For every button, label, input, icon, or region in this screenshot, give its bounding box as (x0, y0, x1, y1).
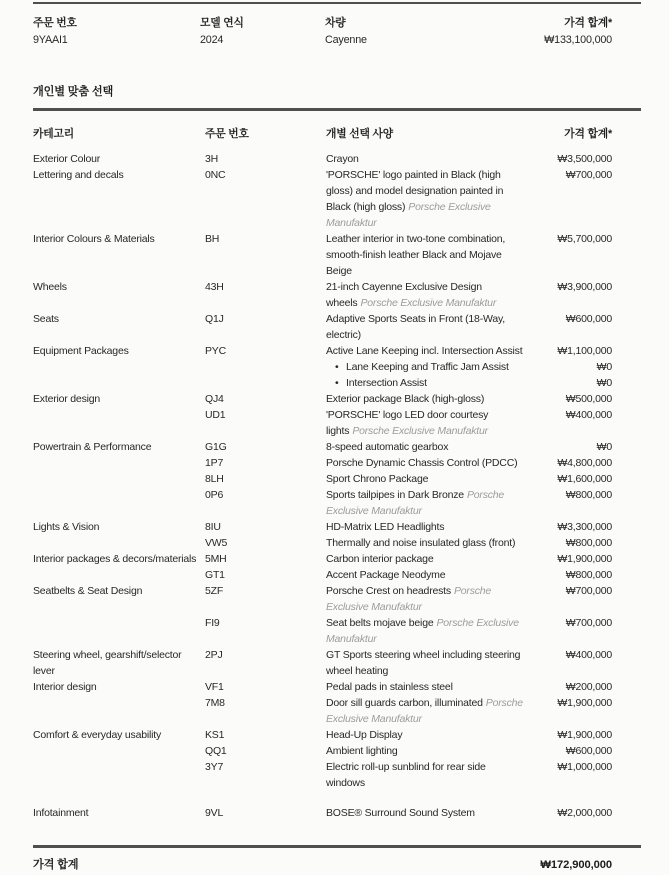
code-cell: UD1 (205, 409, 226, 421)
exclusive-manufaktur-label: Porsche Exclusive Manufaktur (326, 489, 505, 517)
code-cell: 8IU (205, 521, 221, 533)
price-cell: ₩3,300,000 (557, 521, 612, 533)
description-text: Electric roll-up sunblind for rear side windows (326, 761, 486, 789)
code-cell: 0NC (205, 169, 226, 181)
description-cell (326, 743, 533, 759)
code-cell: FI9 (205, 617, 220, 629)
exclusive-manufaktur-label: Porsche Exclusive Manufaktur (352, 425, 488, 437)
description-cell (326, 727, 533, 743)
category-cell (33, 759, 205, 791)
option-row (33, 407, 641, 439)
code-cell: KS1 (205, 729, 225, 741)
category-cell: Steering wheel, gearshift/selector lever (33, 649, 182, 677)
model-year-value: 2024 (200, 34, 224, 46)
price-cell: ₩700,000 (565, 617, 612, 629)
description-cell (326, 615, 533, 647)
vehicle-value: Cayenne (325, 34, 367, 46)
description-cell (326, 439, 533, 455)
category-cell (33, 535, 205, 551)
code-column-header: 주문 번호 (205, 128, 249, 140)
category-cell: Seats (33, 313, 59, 325)
price-total-row (33, 857, 641, 874)
description-text: 'PORSCHE' logo painted in Black (high gloss) and model designation painted in Black (high gloss) (326, 169, 504, 213)
code-cell: BH (205, 233, 220, 245)
price-cell: ₩1,900,000 (557, 697, 612, 709)
option-row (33, 391, 641, 407)
code-cell: 43H (205, 281, 224, 293)
order-summary (33, 15, 641, 49)
code-cell: 3H (205, 153, 219, 165)
description-text: Ambient lighting (326, 745, 398, 757)
code-cell: 9VL (205, 807, 224, 819)
category-cell: Wheels (33, 281, 67, 293)
price-total-value: ₩172,900,000 (540, 859, 612, 871)
description-cell (326, 567, 533, 583)
code-cell (205, 375, 326, 391)
option-row (33, 743, 641, 759)
option-row (33, 567, 641, 583)
description-cell (326, 167, 533, 231)
price-cell: ₩400,000 (565, 649, 612, 661)
option-subitem-row (33, 375, 641, 391)
code-cell: 5ZF (205, 585, 224, 597)
category-cell: Lettering and decals (33, 169, 124, 181)
option-row (33, 805, 641, 821)
category-cell: Comfort & everyday usability (33, 729, 162, 741)
description-text: Sport Chrono Package (326, 473, 429, 485)
description-cell (326, 279, 533, 311)
code-cell (205, 359, 326, 375)
option-row (33, 727, 641, 743)
description-cell (326, 647, 533, 679)
price-column-header: 가격 합계* (564, 128, 612, 140)
category-cell: Interior packages & decors/materials (33, 553, 197, 565)
price-total-label: 가격 합계 (33, 859, 79, 871)
description-text: Active Lane Keeping incl. Intersection Assist (326, 345, 523, 357)
description-text: GT Sports steering wheel including steering wheel heating (326, 649, 521, 677)
description-cell (326, 535, 533, 551)
category-cell (33, 359, 205, 375)
option-row (33, 759, 641, 791)
vehicle-label: 차량 (325, 17, 346, 29)
category-cell: Interior design (33, 681, 97, 693)
description-text: Seat belts mojave beige (326, 617, 434, 629)
category-cell (33, 487, 205, 519)
code-cell: 0P6 (205, 489, 224, 501)
category-cell (33, 615, 205, 647)
section-divider (33, 108, 641, 111)
description-text: Leather interior in two-tone combination, smooth-finish leather Black and Mojave Beige (326, 233, 506, 277)
description-text: Lane Keeping and Traffic Jam Assist (346, 361, 509, 373)
description-text: Porsche Dynamic Chassis Control (PDCC) (326, 457, 518, 469)
exclusive-manufaktur-label: Porsche Exclusive Manufaktur (326, 201, 491, 229)
category-cell (33, 695, 205, 727)
price-cell: ₩4,800,000 (557, 457, 612, 469)
model-year-label: 모델 연식 (200, 17, 244, 29)
description-text: Pedal pads in stainless steel (326, 681, 453, 693)
options-table-header (33, 126, 641, 142)
description-text: Carbon interior package (326, 553, 434, 565)
description-cell (326, 311, 533, 343)
code-cell: 3Y7 (205, 761, 224, 773)
price-cell: ₩5,700,000 (557, 233, 612, 245)
option-row (33, 455, 641, 471)
category-cell: Interior Colours & Materials (33, 233, 155, 245)
price-cell: ₩3,500,000 (557, 153, 612, 165)
code-cell: G1G (205, 441, 227, 453)
exclusive-manufaktur-label: Porsche Exclusive Manufaktur (326, 585, 492, 613)
price-cell: ₩0 (596, 377, 612, 389)
description-text: Sports tailpipes in Dark Bronze (326, 489, 464, 501)
category-cell (33, 375, 205, 391)
category-cell (33, 567, 205, 583)
option-row (33, 679, 641, 695)
price-cell: ₩400,000 (565, 409, 612, 421)
code-cell: VW5 (205, 537, 228, 549)
code-cell: 1P7 (205, 457, 224, 469)
exclusive-manufaktur-label: Porsche Exclusive Manufaktur (326, 697, 523, 725)
description-cell (326, 151, 533, 167)
code-cell: VF1 (205, 681, 224, 693)
description-text: Adaptive Sports Seats in Front (18-Way, electric) (326, 313, 505, 341)
price-cell: ₩500,000 (565, 393, 612, 405)
description-cell (326, 391, 533, 407)
price-cell: ₩1,600,000 (557, 473, 612, 485)
option-subitem-row (33, 359, 641, 375)
description-text: 8-speed automatic gearbox (326, 441, 449, 453)
option-row (33, 231, 641, 279)
price-cell: ₩600,000 (565, 313, 612, 325)
description-text: Intersection Assist (346, 377, 427, 389)
description-cell (326, 805, 533, 821)
option-row (33, 439, 641, 455)
category-cell: Powertrain & Performance (33, 441, 152, 453)
option-row (33, 343, 641, 359)
order-summary-values (33, 32, 641, 49)
description-cell (326, 359, 533, 375)
code-cell: 8LH (205, 473, 224, 485)
exclusive-manufaktur-label: Porsche Exclusive Manufaktur (326, 617, 519, 645)
order-summary-labels (33, 15, 641, 32)
price-cell: ₩0 (596, 361, 612, 373)
description-text: Crayon (326, 153, 359, 165)
description-text: Head-Up Display (326, 729, 403, 741)
category-cell: Exterior design (33, 393, 101, 405)
option-row (33, 535, 641, 551)
description-text: 21-inch Cayenne Exclusive Design wheels (326, 281, 482, 309)
option-row (33, 311, 641, 343)
description-cell (326, 583, 533, 615)
description-cell (326, 471, 533, 487)
description-text: Thermally and noise insulated glass (front) (326, 537, 516, 549)
description-cell (326, 519, 533, 535)
code-cell: Q1J (205, 313, 224, 325)
price-cell: ₩200,000 (565, 681, 612, 693)
description-text: BOSE® Surround Sound System (326, 807, 475, 819)
section-title: 개인별 맞춤 선택 (33, 86, 114, 98)
option-row (33, 167, 641, 231)
description-cell (326, 407, 533, 439)
price-cell: ₩800,000 (565, 537, 612, 549)
option-row (33, 615, 641, 647)
description-text: HD-Matrix LED Headlights (326, 521, 445, 533)
option-row (33, 647, 641, 679)
option-row (33, 551, 641, 567)
description-cell (326, 375, 533, 391)
code-cell: QJ4 (205, 393, 224, 405)
price-cell: ₩2,000,000 (557, 807, 612, 819)
option-row (33, 583, 641, 615)
price-cell: ₩1,900,000 (557, 553, 612, 565)
description-cell (326, 487, 533, 519)
price-cell: ₩1,000,000 (557, 761, 612, 773)
code-cell: QQ1 (205, 745, 227, 757)
order-number-label: 주문 번호 (33, 17, 77, 29)
price-cell: ₩1,900,000 (557, 729, 612, 741)
top-divider (33, 2, 641, 4)
description-text: Door sill guards carbon, illuminated (326, 697, 483, 709)
description-text: Accent Package Neodyme (326, 569, 446, 581)
description-cell (326, 455, 533, 471)
category-cell: Infotainment (33, 807, 89, 819)
description-cell (326, 551, 533, 567)
category-cell: Seatbelts & Seat Design (33, 585, 143, 597)
price-cell: ₩700,000 (565, 585, 612, 597)
description-text: 'PORSCHE' logo LED door courtesy lights (326, 409, 489, 437)
code-cell: 2PJ (205, 649, 223, 661)
category-cell: Exterior Colour (33, 153, 101, 165)
price-cell: ₩800,000 (565, 569, 612, 581)
footer-divider (33, 845, 641, 848)
category-cell (33, 471, 205, 487)
description-cell (326, 759, 533, 791)
price-cell: ₩700,000 (565, 169, 612, 181)
category-cell: Lights & Vision (33, 521, 100, 533)
price-cell: ₩1,100,000 (557, 345, 612, 357)
options-table-body (33, 151, 641, 821)
code-cell: 5MH (205, 553, 227, 565)
summary-price-value: ₩133,100,000 (544, 34, 612, 46)
price-cell: ₩3,900,000 (557, 281, 612, 293)
category-cell (33, 407, 205, 439)
exclusive-manufaktur-label: Porsche Exclusive Manufaktur (360, 297, 497, 309)
option-row (33, 151, 641, 167)
price-cell: ₩600,000 (565, 745, 612, 757)
description-cell (326, 343, 533, 359)
order-number-value: 9YAAI1 (33, 34, 68, 46)
option-row (33, 279, 641, 311)
description-cell (326, 679, 533, 695)
code-cell: GT1 (205, 569, 225, 581)
description-text: Porsche Crest on headrests (326, 585, 451, 597)
category-cell (33, 743, 205, 759)
description-cell (326, 695, 533, 727)
category-cell: Equipment Packages (33, 345, 129, 357)
option-row (33, 695, 641, 727)
category-column-header: 카테고리 (33, 128, 74, 140)
description-text: Exterior package Black (high-gloss) (326, 393, 485, 405)
summary-price-label: 가격 합계* (564, 17, 612, 29)
option-row (33, 519, 641, 535)
description-column-header: 개별 선택 사양 (326, 128, 393, 140)
option-row (33, 471, 641, 487)
price-cell: ₩0 (596, 441, 612, 453)
price-cell: ₩800,000 (565, 489, 612, 501)
description-cell (326, 231, 533, 279)
code-cell: 7M8 (205, 697, 225, 709)
code-cell: PYC (205, 345, 226, 357)
option-row (33, 487, 641, 519)
category-cell (33, 455, 205, 471)
